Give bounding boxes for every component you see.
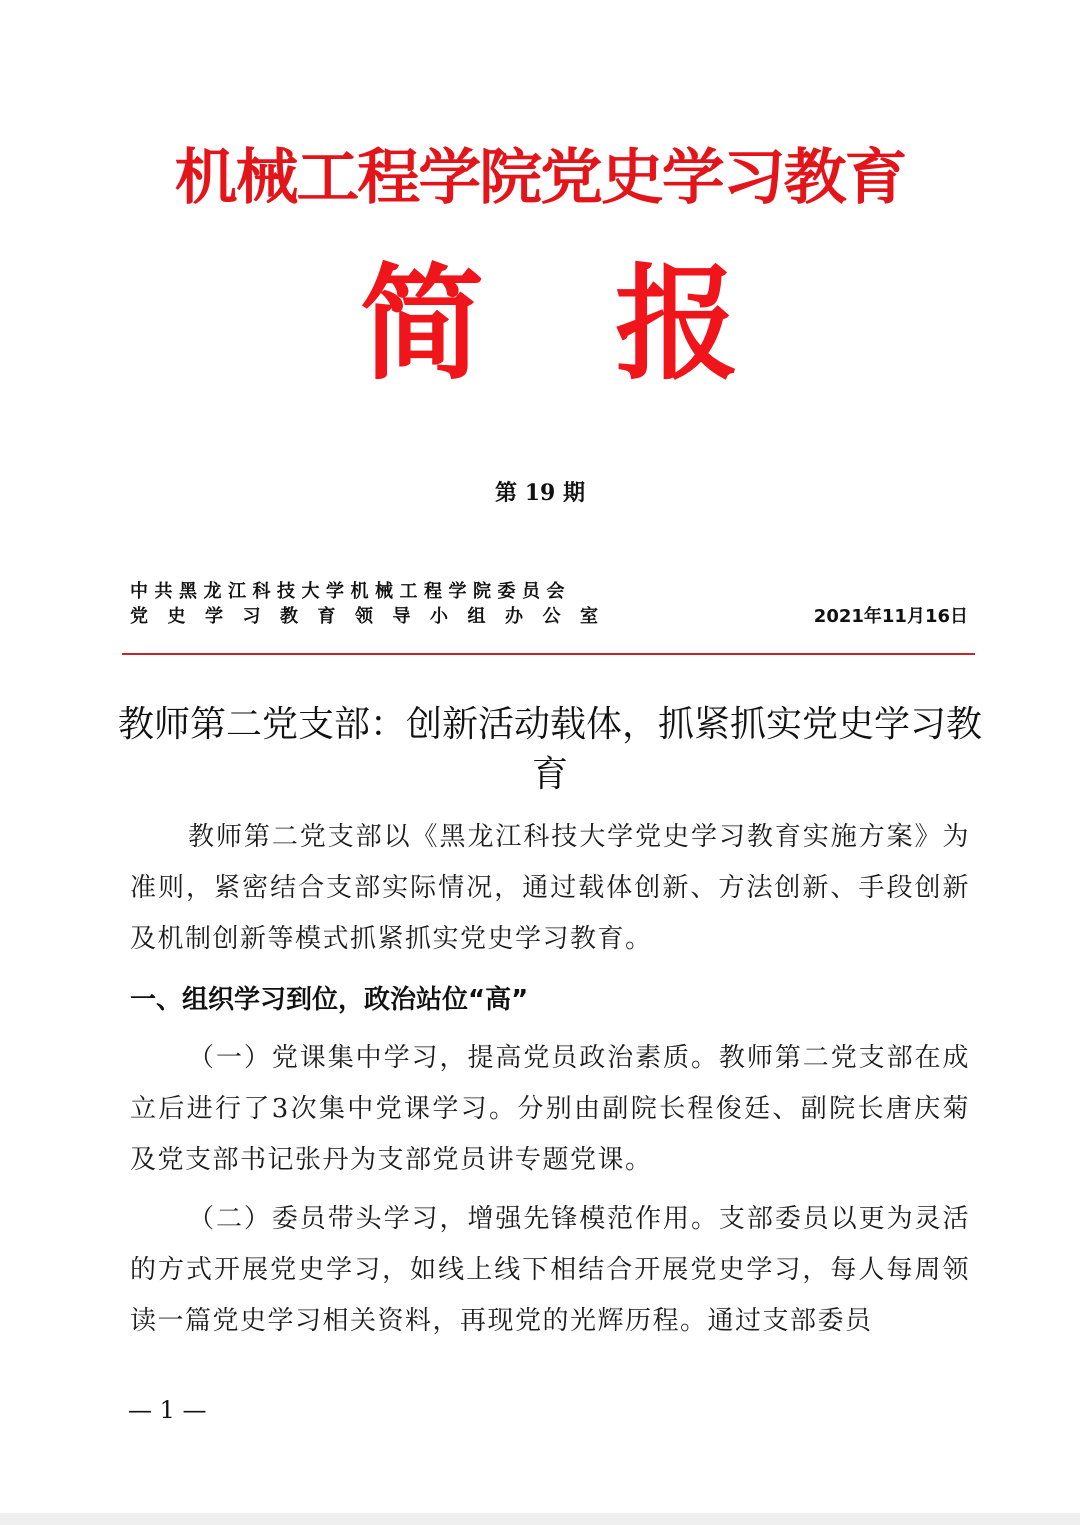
section-heading: 一、组织学习到位，政治站位“高” — [130, 985, 529, 1015]
article-title: 教师第二党支部：创新活动载体，抓紧抓实党史学习教育 — [117, 704, 982, 795]
bulletin-title-char-2: 报 — [615, 253, 740, 397]
masthead-title: 机械工程学院党史学习教育 — [174, 143, 906, 213]
issue-date: 2021年11月16日 — [813, 606, 968, 627]
intro-paragraph: 教师第二党支部以《黑龙江科技大学党史学习教育实施方案》为准则，紧密结合支部实际情况，通过载体创新、方法创新、手段创新及机制创新等模式抓紧抓实党史学习教育。 — [130, 822, 970, 954]
body-paragraph: （一）党课集中学习，提高党员政治素质。教师第二党支部在成立后进行了3次集中党课学习。分别由副院长程俊廷、副院长唐庆菊及党支部书记张丹为支部党员讲专题党课。 — [130, 1043, 970, 1175]
issuing-org-line-2: 党史学习教育领导小组办公室 — [130, 606, 618, 627]
issue-number: 第 19 期 — [495, 480, 585, 506]
body-paragraph: （二）委员带头学习，增强先锋模范作用。支部委员以更为灵活的方式开展党史学习，如线上线下相结合开展党史学习，每人每周领读一篇党史学习相关资料，再现党的光辉历程。通过支部委员 — [130, 1204, 970, 1336]
page-bottom-edge — [0, 1513, 1080, 1525]
issuing-org-line-1: 中共黑龙江科技大学机械工程学院委员会 — [130, 581, 571, 602]
bulletin-title-char-1: 简 — [360, 253, 485, 397]
header-divider — [122, 653, 975, 655]
page-number: — 1 — — [128, 1396, 207, 1424]
